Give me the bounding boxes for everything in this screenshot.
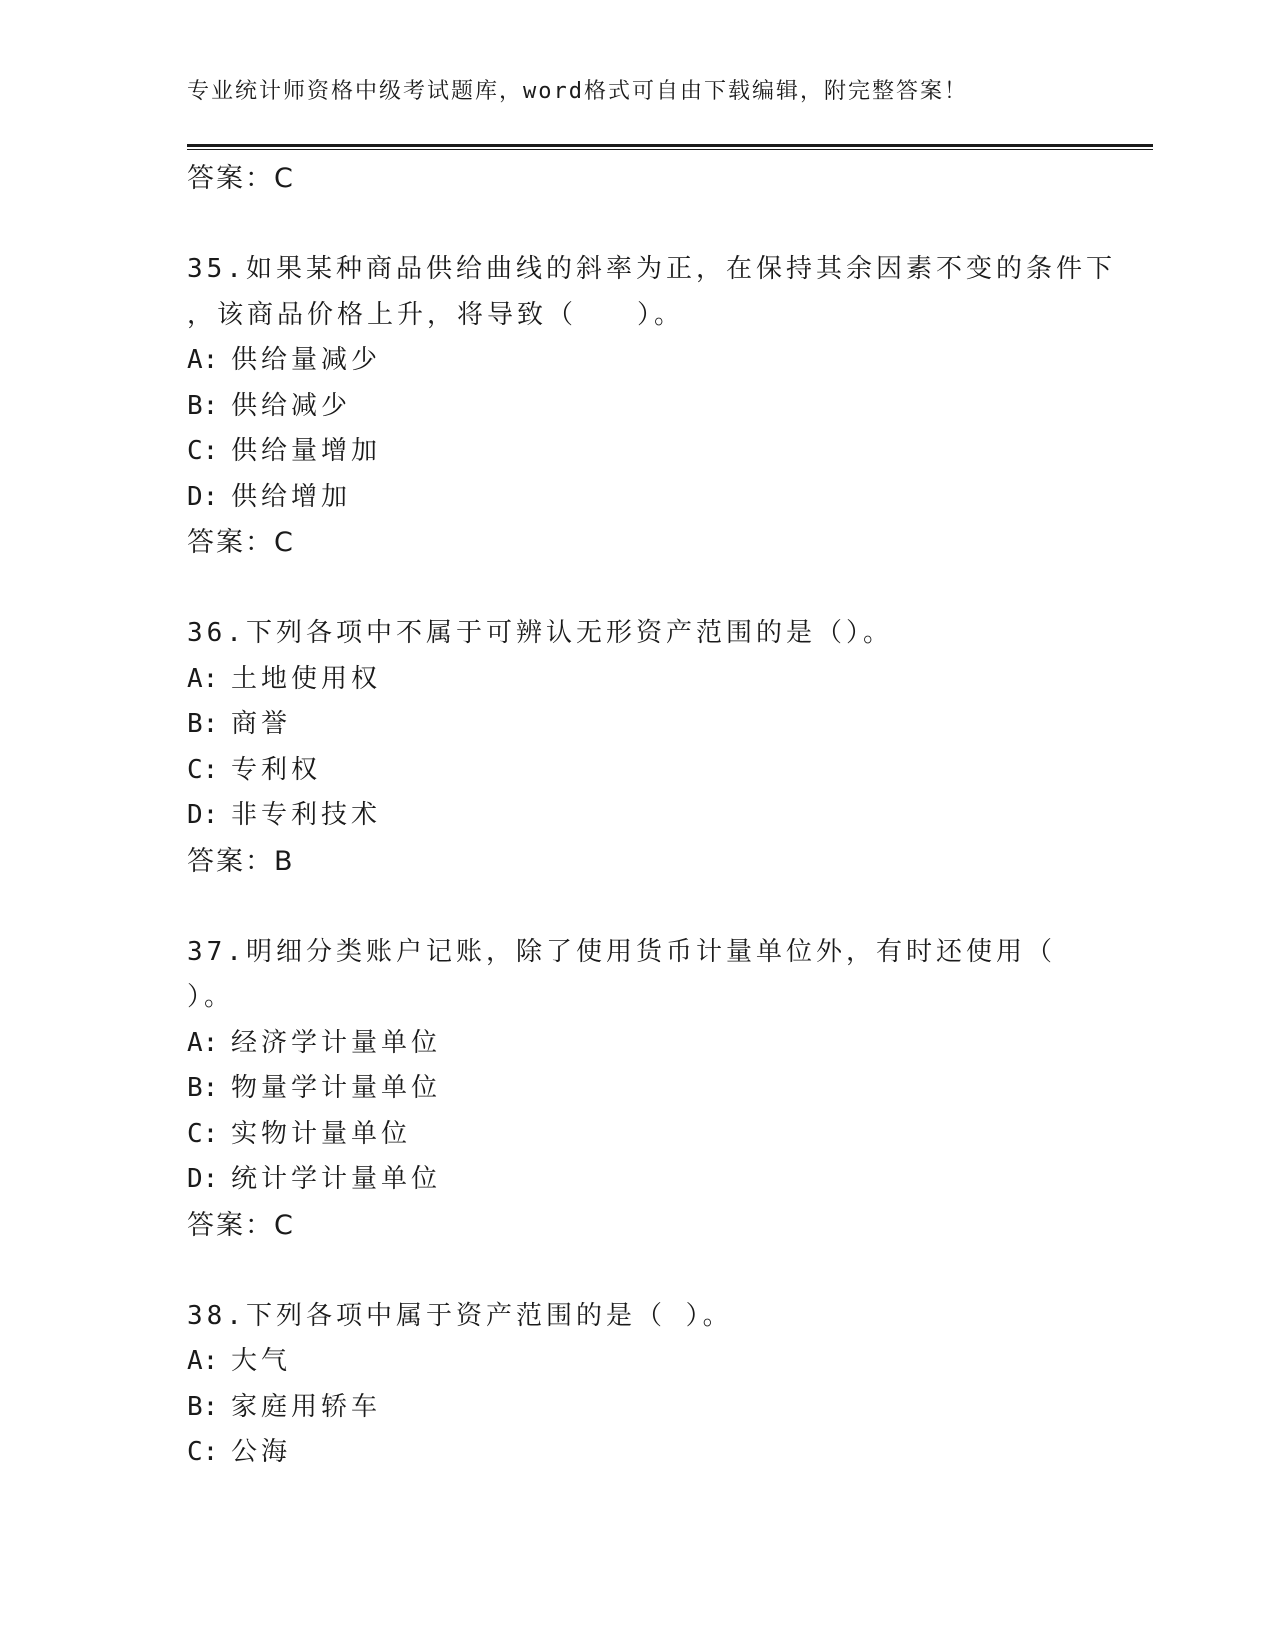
answer: 答案：C [187, 1209, 295, 1241]
option-text: 供给减少 [231, 390, 352, 421]
option-b [187, 1385, 1087, 1431]
option-c [187, 1112, 1087, 1158]
option-key: C: [187, 436, 219, 466]
question-stem: 35.如果某种商品供给曲线的斜率为正，在保持其余因素不变的条件下 [187, 254, 1116, 284]
previous-answer: 答案：C [187, 163, 295, 194]
option-a [187, 1339, 1087, 1385]
option-a [187, 338, 1087, 384]
option-key: B: [187, 1073, 219, 1103]
question-list [187, 156, 1116, 1476]
option-text: 非专利技术 [231, 800, 382, 830]
option-key: A: [187, 345, 219, 375]
option-b [187, 702, 1087, 748]
option-key: C: [187, 1437, 219, 1467]
question-36 [187, 611, 1087, 884]
option-a [187, 657, 1087, 703]
option-key: A: [187, 1027, 219, 1058]
answer: 答案：C [187, 527, 295, 558]
option-key: B: [187, 1391, 219, 1422]
option-key: C: [187, 1118, 219, 1149]
answer: 答案：B [187, 845, 295, 877]
option-c [187, 1430, 1087, 1476]
option-text: 供给量增加 [231, 436, 382, 466]
option-text: 供给量减少 [231, 345, 382, 375]
option-text: 实物计量单位 [231, 1118, 412, 1149]
option-key: C: [187, 754, 219, 785]
spacer [187, 202, 1087, 248]
question-38 [187, 1294, 1087, 1476]
option-b [187, 1066, 1087, 1112]
header-divider-thin [187, 149, 1153, 150]
option-text: 公海 [231, 1437, 292, 1467]
option-c [187, 429, 1087, 475]
option-b [187, 384, 1087, 430]
question-stem: ）。 [187, 982, 235, 1012]
option-d [187, 1157, 1087, 1203]
question-stem: 37.明细分类账户记账，除了使用货币计量单位外，有时还使用（ [187, 936, 1056, 967]
option-text: 物量学计量单位 [231, 1073, 442, 1103]
option-text: 供给增加 [231, 481, 352, 512]
option-d [187, 793, 1087, 839]
spacer [187, 566, 1087, 612]
option-a [187, 1021, 1087, 1067]
option-key: B: [187, 390, 219, 421]
question-stem: 36.下列各项中不属于可辨认无形资产范围的是（）。 [187, 618, 893, 648]
option-text: 统计学计量单位 [231, 1164, 442, 1194]
question-35 [187, 247, 1116, 566]
header-divider-thick [187, 144, 1153, 147]
option-text: 大气 [231, 1346, 292, 1376]
option-text: 专利权 [231, 754, 322, 785]
option-text: 土地使用权 [231, 663, 382, 694]
question-stem: 38.下列各项中属于资产范围的是（ ）。 [187, 1300, 733, 1331]
question-37 [187, 930, 1087, 1249]
option-d [187, 475, 1087, 521]
option-key: A: [187, 1346, 219, 1376]
option-key: D: [187, 800, 219, 830]
option-key: A: [187, 663, 219, 694]
question-stem: ，该商品价格上升，将导致（ ）。 [187, 299, 685, 330]
option-key: B: [187, 709, 219, 739]
option-c [187, 748, 1087, 794]
option-text: 家庭用轿车 [231, 1391, 382, 1422]
option-text: 经济学计量单位 [231, 1027, 442, 1058]
spacer [187, 884, 1087, 930]
page-header: 专业统计师资格中级考试题库，word格式可自由下载编辑，附完整答案！ [187, 79, 968, 104]
option-text: 商誉 [231, 709, 292, 739]
spacer [187, 1248, 1087, 1294]
option-key: D: [187, 1164, 219, 1194]
option-key: D: [187, 481, 219, 512]
